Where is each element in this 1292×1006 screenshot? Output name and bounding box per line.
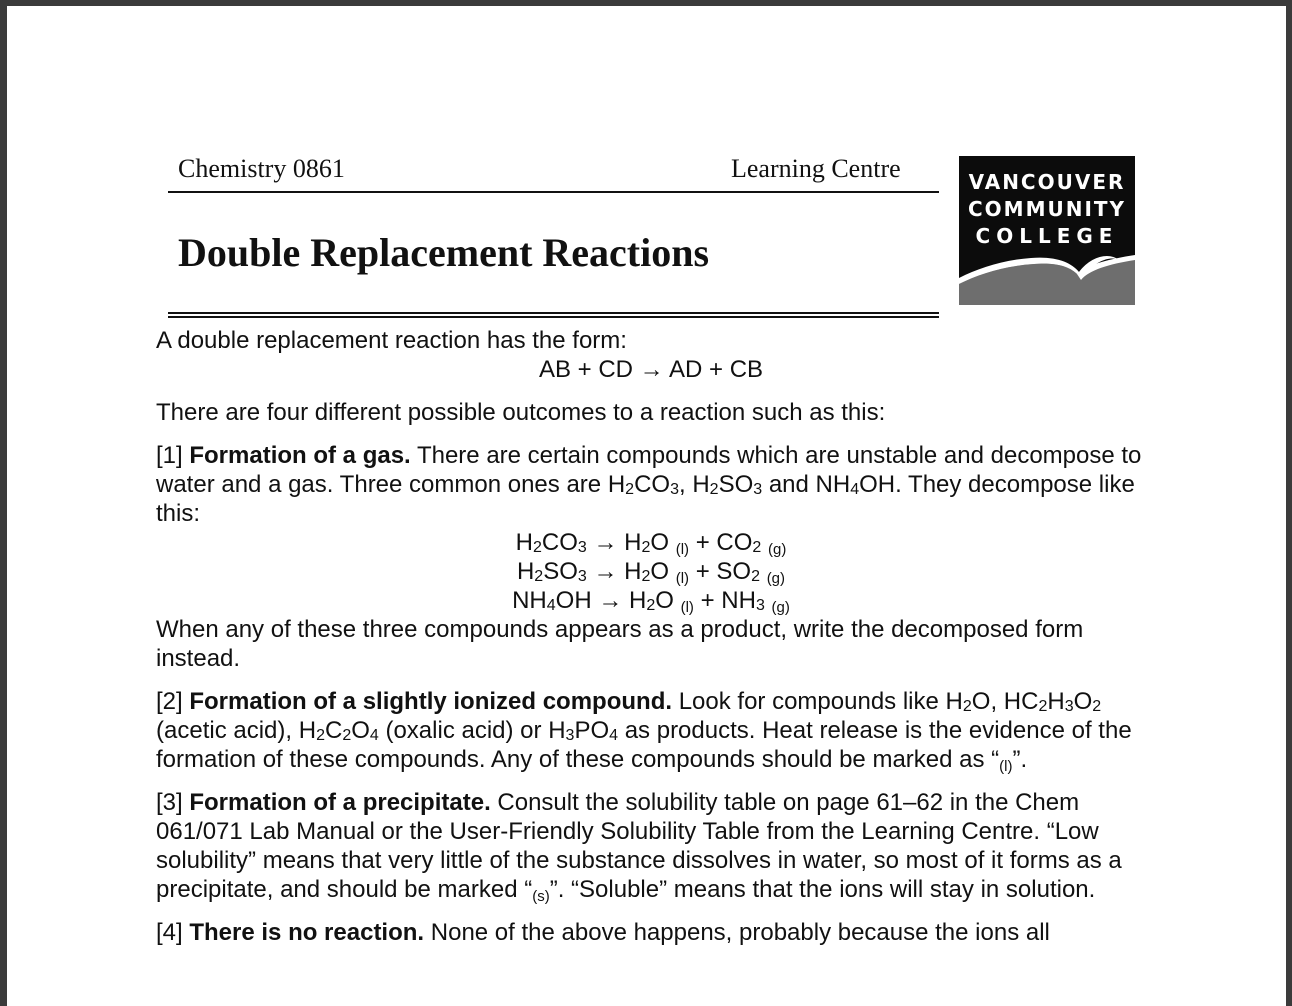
logo-line-2: COMMUNITY bbox=[967, 197, 1127, 221]
formula-carbonic-acid: $H_2CO_3$ bbox=[607, 471, 679, 498]
title-rule-lower bbox=[168, 316, 939, 318]
intro-text: A double replacement reaction has the form: bbox=[156, 327, 627, 354]
section-precipitate: [3] Formation of a precipitate. Consult the solubility table on page 61–62 in the Chem 061/071 Lab Manual or the User-Friendly Solubility Table from the Learning Centre. “Low solubility” means that very little of the substance dissolves in water, so most of it forms as a precipitate, and should be marked “$_{(s)}$”. “Soluble” means that the ions will stay in solution. bbox=[156, 789, 1122, 905]
section-gas-closing: When any of these three compounds appears as a product, write the decomposed form instead. bbox=[156, 616, 1084, 672]
decomposition-equations bbox=[156, 528, 1146, 615]
formula-acetic-acid: $HC_2H_3O_2$ bbox=[1003, 688, 1102, 715]
section-ionized-compound: [2] Formation of a slightly ionized compound. Look for compounds like $H_2O$, $HC_2H_3O_2$ (acetic acid), $H_2C_2O_4$ (oxalic acid) or $H_3PO_4$ as products. Heat release is the evidence of the formation of these compounds. Any of these compounds should be marked as “$_{(l)}$”. bbox=[156, 688, 1132, 775]
header-rule bbox=[168, 191, 939, 193]
formula-sulfurous-acid: $H_2SO_3$ bbox=[692, 471, 763, 498]
course-name: Chemistry 0861 bbox=[178, 154, 345, 183]
formula-ammonium-hydroxide: $NH_4OH$ bbox=[815, 471, 896, 498]
equation-sulfurous-acid: $H_2SO_3 \to H_2O$ $_{(l)} + SO_2$ $_{(g)}$ bbox=[516, 558, 786, 587]
page-title: Double Replacement Reactions bbox=[178, 230, 710, 275]
logo-line-3: COLLEGE bbox=[975, 224, 1119, 248]
equation-ammonium-hydroxide: $NH_4OH \to H_2O$ $_{(l)} + NH_3$ $_{(g)}$ bbox=[512, 587, 790, 616]
general-equation: AB + CD → AD + CB bbox=[538, 356, 764, 383]
section-gas: [1] Formation of a gas. There are certain compounds which are unstable and decompose to water and a gas. Three common ones are $H_2CO_3$, $H_2SO_3$ and $NH_4OH$. They decompose like this: bbox=[156, 442, 1142, 527]
outcomes-text: There are four different possible outcomes to a reaction such as this: bbox=[156, 399, 886, 426]
department-name: Learning Centre bbox=[731, 154, 901, 183]
document-body bbox=[156, 326, 1146, 947]
logo-line-1: VANCOUVER bbox=[968, 170, 1126, 194]
document-page bbox=[7, 6, 1286, 1006]
section-heading: Formation of a precipitate. bbox=[189, 789, 491, 816]
section-heading: Formation of a gas. bbox=[189, 442, 411, 469]
title-rule-upper bbox=[168, 312, 939, 314]
section-heading: There is no reaction. bbox=[189, 919, 425, 946]
formula-oxalic-acid: $H_2C_2O_4$ bbox=[298, 717, 379, 744]
formula-water: $H_2O$ bbox=[945, 688, 991, 715]
formula-phosphoric-acid: $H_3PO_4$ bbox=[548, 717, 619, 744]
section-no-reaction: [4] There is no reaction. None of the above happens, probably because the ions all bbox=[156, 919, 1050, 946]
equation-carbonic-acid: $H_2CO_3 \to H_2O$ $_{(l)} + CO_2$ $_{(g)}$ bbox=[515, 529, 787, 558]
vcc-logo bbox=[959, 156, 1135, 305]
section-heading: Formation of a slightly ionized compound. bbox=[189, 688, 673, 715]
